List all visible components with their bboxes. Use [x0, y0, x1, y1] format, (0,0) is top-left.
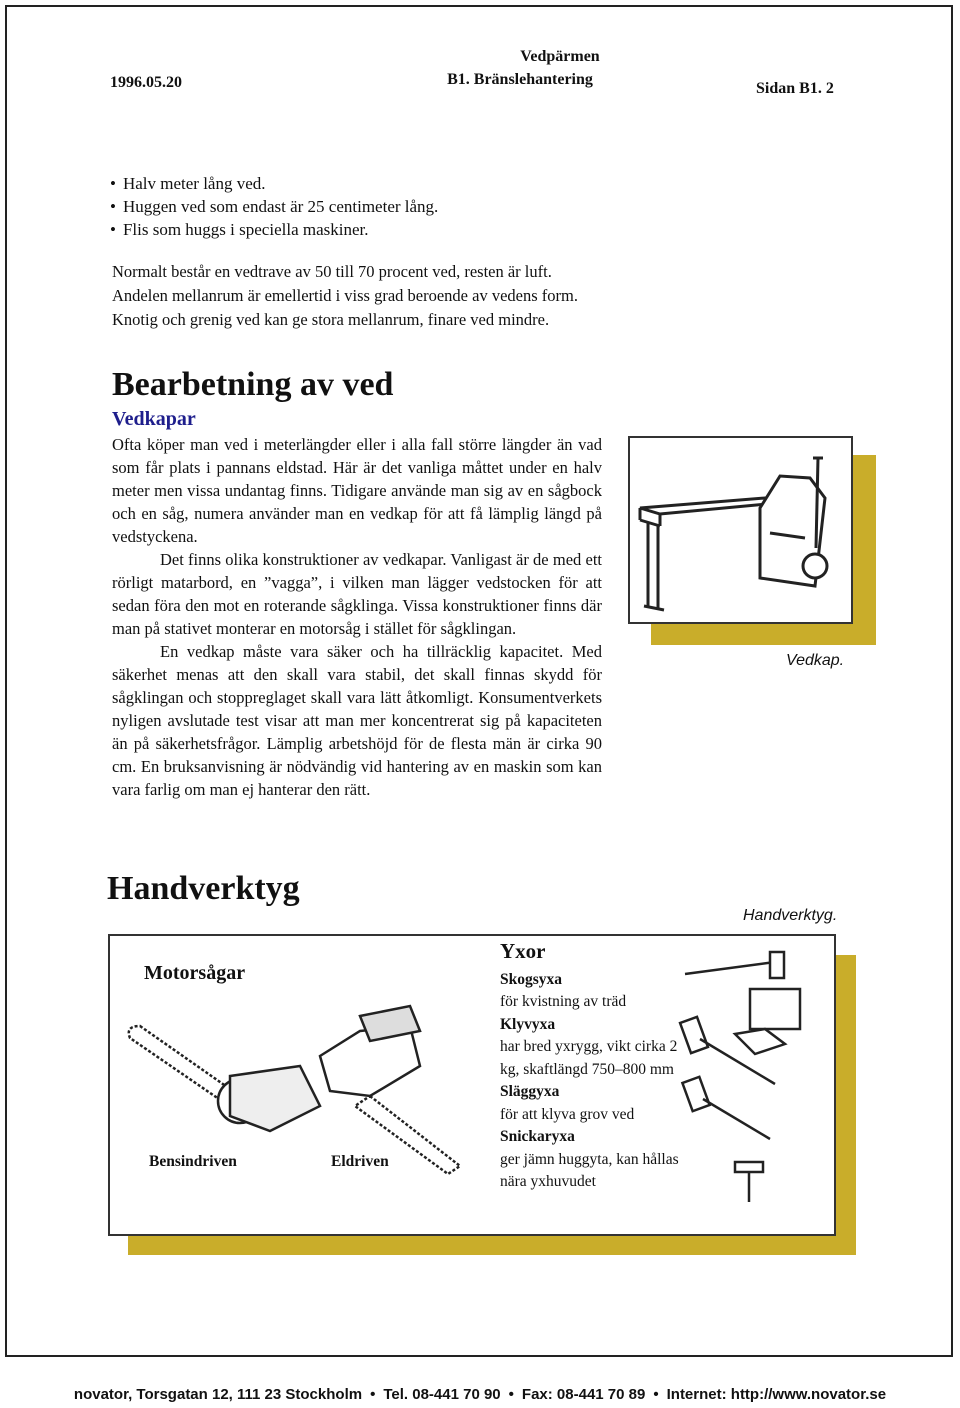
list-item: • Halv meter lång ved.	[110, 172, 438, 195]
header-date: 1996.05.20	[110, 74, 182, 91]
header-page: Sidan B1. 2	[756, 80, 834, 97]
intro-line: Knotig och grenig ved kan ge stora mellanrum, finare ved mindre.	[112, 310, 550, 329]
footer-company: novator, Torsgatan 12, 111 23 Stockholm	[73, 1386, 363, 1403]
axe-desc: för att klyva grov ved	[500, 1105, 635, 1123]
motorsagar-title: Motorsågar	[144, 962, 246, 984]
axes-title: Yxor	[500, 939, 546, 963]
bullet-list	[110, 172, 438, 241]
handverktyg-caption: Handverktyg.	[743, 907, 838, 924]
axe-name: Släggyxa	[500, 1083, 560, 1100]
intro-paragraph	[112, 260, 632, 332]
footer: novator, Torsgatan 12, 111 23 Stockholm • Tel. 08-441 70 90 • Fax: 08-441 70 89 • Internet: http://www.novator.se	[73, 1386, 887, 1403]
footer-internet[interactable]: Internet: http://www.novator.se	[666, 1386, 887, 1403]
chainsaws-drawing	[120, 996, 500, 1176]
section-heading-handverktyg: Handverktyg	[107, 870, 300, 907]
list-item: • Flis som huggs i speciella maskiner.	[110, 218, 438, 241]
list-item: • Huggen ved som endast är 25 centimeter lång.	[110, 195, 438, 218]
axe-name: Skogsyxa	[500, 970, 563, 988]
axe-desc: har bred yxrygg, vikt cirka 2 kg, skaftlängd 750–800 mm	[500, 1038, 678, 1078]
axe-name: Snickaryxa	[500, 1128, 575, 1145]
header-subtitle: B1. Bränslehantering	[447, 71, 593, 88]
vedkap-illustration	[628, 436, 853, 624]
axe-name: Klyvyxa	[500, 1015, 556, 1033]
intro-line: Andelen mellanrum är emellertid i viss grad beroende av vedens form.	[112, 286, 578, 305]
section-heading-bearbetning: Bearbetning av ved	[112, 366, 394, 403]
axe-desc: ger jämn huggyta, kan hållas nära yxhuvudet	[500, 1150, 679, 1190]
paragraph: Ofta köper man ved i meterlängder eller i alla fall större längder än vad som får plats i pannans eldstad. Här är det vanliga måttet under en halv meter men vissa undantag finns. Tidigare använde man sig av en sågbock och en såg, numera använder man en vedkap för att få lämplig längd på vedstyckena.	[112, 435, 602, 546]
intro-line: Normalt består en vedtrave av 50 till 70 procent ved, resten är luft.	[112, 262, 552, 281]
label-eldriven: Eldriven	[331, 1153, 389, 1170]
vedkap-caption: Vedkap.	[786, 652, 845, 669]
paragraph: Det finns olika konstruktioner av vedkapar. Vanligast är de med ett rörligt matarbord, en ”vagga”, i vilken man lägger vedstocken för att sedan föra den mot en roterande sågklinga. Vissa konstruktioner finns där man på stativet monterar en motorsåg i stället för sågklingan.	[112, 550, 602, 638]
footer-tel: Tel. 08-441 70 90	[383, 1386, 501, 1403]
axe-desc: för kvistning av träd	[500, 993, 627, 1010]
label-bensindriven: Bensindriven	[149, 1153, 237, 1170]
header-title: Vedpärmen	[520, 48, 600, 65]
subheading-vedkapar: Vedkapar	[112, 408, 196, 430]
axes-description	[500, 940, 700, 1194]
vedkapar-body	[112, 433, 602, 801]
footer-fax: Fax: 08-441 70 89	[521, 1386, 646, 1403]
paragraph: En vedkap måste vara säker och ha tillräcklig kapacitet. Med säkerhet menas att den skall vara stabil, det skall finnas skydd för sågklingan och stoppreglaget skall vara lätt åtkomligt. Konsumentverkets nyligen avslutade test visar att man mer koncentrerat sig på kapaciteten än på säkerhetsfrågor. Lämplig arbetshöjd för de flesta män är cirka 90 cm. En bruksanvisning är nödvändig vid hantering av en maskin som kan vara farlig om man ej hanterar den rätt.	[112, 642, 602, 799]
vedkap-drawing	[630, 438, 851, 622]
